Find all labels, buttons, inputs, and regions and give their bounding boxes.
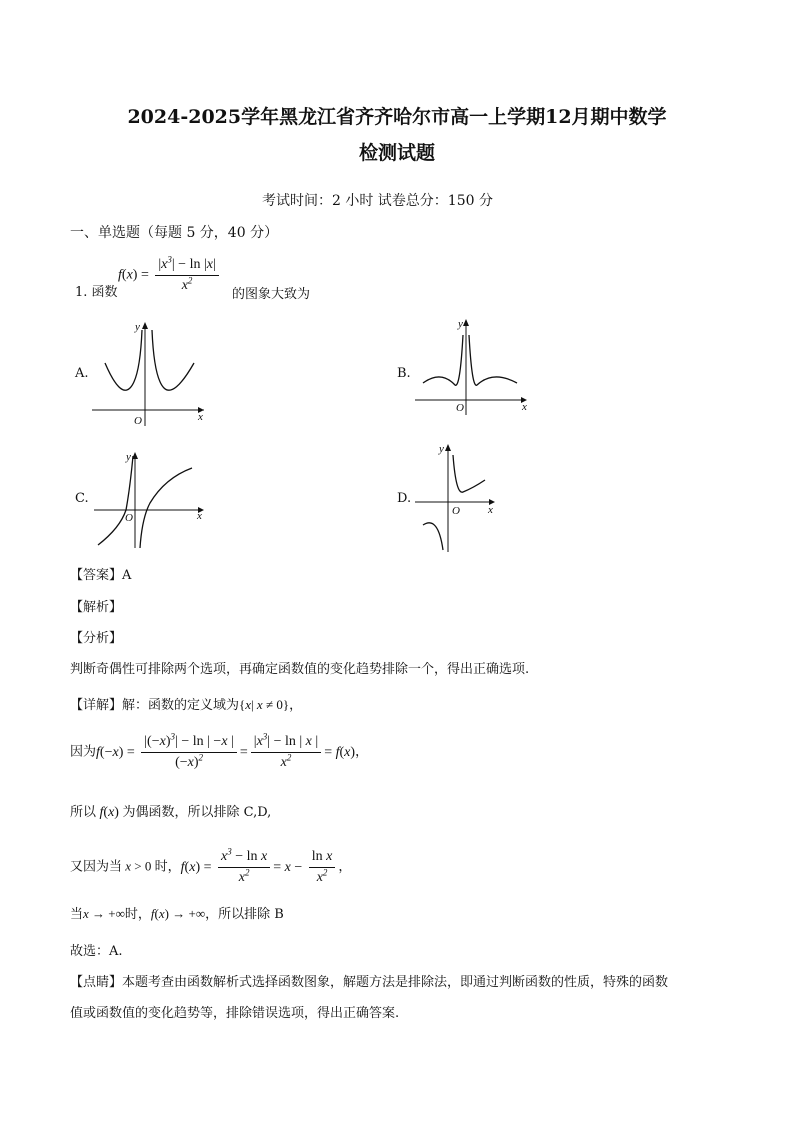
detail-line3-suffix: 为偶函数，所以排除 C,D, — [122, 805, 272, 820]
option-d-y-label: y — [439, 443, 444, 455]
x-limit: x → +∞ — [83, 906, 125, 921]
section-heading: 一、单选题（每题 5 分，40 分） — [70, 225, 279, 241]
option-c-label: C. — [75, 491, 89, 506]
q1-suffix: 的图象大致为 — [232, 287, 311, 302]
detail-line3-prefix: 所以 — [70, 805, 97, 820]
detail-line5-suffix: ，所以排除 B — [205, 907, 284, 922]
detail-line5-mid: 时， — [124, 907, 151, 922]
option-d-graph — [413, 440, 498, 555]
detail-line4-mid: 时， — [154, 859, 181, 875]
option-a-graph — [90, 318, 210, 428]
detail-line2-text: 因为 — [70, 744, 97, 760]
q1-prefix: 1. 函数 — [75, 285, 118, 300]
option-c-origin: O — [125, 512, 133, 524]
detail-line1-text: 【详解】解：函数的定义域为 — [70, 698, 240, 713]
option-b-origin: O — [456, 402, 464, 414]
domain-set: {x| x ≠ 0} — [239, 697, 290, 712]
option-a-y-label: y — [135, 321, 140, 333]
q1-formula: f(x) = $\frac{|x^3| - \ln |x|}{x^2}$ — [118, 256, 222, 295]
option-a-x-label: x — [198, 411, 203, 423]
comment-line2: 值或函数值的变化趋势等，排除错误选项，得出正确答案. — [70, 1006, 400, 1021]
fx-expression: f(x) — [96, 805, 123, 820]
fenxi-label: 【分析】 — [70, 631, 123, 646]
option-c-y-label: y — [126, 451, 131, 463]
detail-line4: 又因为当 x > 0 时，f(x) = $\frac{x^3 - \ln x}{x^2}$ = x − $\frac{\text{ln x}}{x^2}$ ， — [70, 846, 352, 885]
option-d-x-label: x — [488, 504, 493, 516]
detail-line5 — [70, 904, 284, 925]
detail-line4-prefix: 又因为当 — [70, 859, 123, 875]
choose-answer: 故选：A. — [70, 944, 123, 959]
even-proof-formula: f(−x) = $\frac{|(-x)^3| - \ln | -x |}{(-x)^2}$ = $\frac{|x^3| - \ln | x |}{x^2}$ = f(x) — [96, 731, 356, 770]
detail-line3 — [70, 803, 271, 823]
option-a-label: A. — [75, 366, 89, 381]
x-positive-condition: x > 0 — [122, 858, 155, 874]
page-title-line2: 检测试题 — [358, 142, 435, 164]
option-b-y-label: y — [458, 318, 463, 330]
page-title-line1: 2024-2025学年黑龙江省齐齐哈尔市高一上学期12月期中数学 — [127, 106, 667, 128]
fenxi-text: 判断奇偶性可排除两个选项，再确定函数值的变化趋势排除一个，得出正确选项. — [70, 662, 530, 677]
comment-line1: 【点睛】本题考查由函数解析式选择函数图象，解题方法是排除法，即通过判断函数的性质，特殊的函数 — [70, 975, 669, 990]
option-b-graph — [413, 315, 533, 420]
positive-branch-formula: f(x) = $\frac{x^3 - \ln x}{x^2}$ = x − $\frac{\text{ln x}}{x^2}$ — [181, 860, 339, 875]
detail-line2: 因为f(−x) = $\frac{|(-x)^3| - \ln | -x |}{(-x)^2}$ = $\frac{|x^3| - \ln | x |}{x^2}$ = f(x)， — [70, 731, 369, 770]
option-b-x-label: x — [522, 401, 527, 413]
option-b-label: B. — [397, 366, 411, 381]
fx-limit: f(x) → +∞ — [150, 906, 206, 921]
option-a-origin: O — [134, 415, 142, 427]
exam-info: 考试时间：2 小时 试卷总分：150 分 — [262, 193, 493, 209]
option-d-label: D. — [397, 491, 412, 506]
option-c-graph — [90, 448, 210, 553]
option-d-origin: O — [452, 505, 460, 517]
option-c-x-label: x — [197, 510, 202, 522]
detail-line1: 【详解】解：函数的定义域为{x| x ≠ 0}， — [70, 697, 303, 713]
answer-label: 【答案】A — [70, 568, 132, 583]
analysis-label: 【解析】 — [70, 600, 123, 615]
detail-line5-prefix: 当 — [70, 907, 84, 922]
